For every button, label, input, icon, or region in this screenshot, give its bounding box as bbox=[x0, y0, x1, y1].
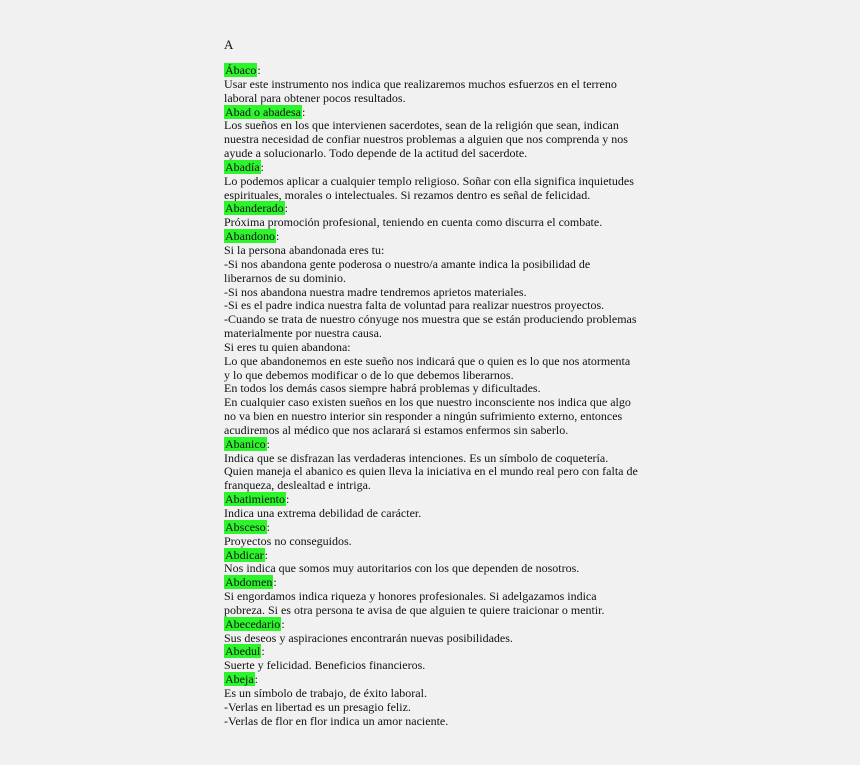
entry-text-line: Indica una extrema debilidad de carácter. bbox=[224, 506, 422, 520]
term-colon: : bbox=[266, 519, 271, 534]
term-colon: : bbox=[264, 547, 268, 562]
dictionary-entry bbox=[224, 493, 664, 521]
entry-heading bbox=[224, 438, 664, 452]
term-colon: : bbox=[273, 575, 277, 590]
entry-text-line: Indica que se disfrazan las verdaderas intenciones. Es un símbolo de coquetería. bbox=[224, 450, 609, 465]
entry-term: Abadía bbox=[225, 159, 260, 174]
dictionary-entry bbox=[224, 230, 664, 438]
entry-text-line: laboral para obtener pocos resultados. bbox=[224, 90, 406, 105]
entry-heading bbox=[224, 202, 664, 216]
entry-text-line: Proyectos no conseguidos. bbox=[224, 533, 352, 548]
dictionary-entry bbox=[224, 438, 664, 493]
dictionary-entry bbox=[224, 645, 664, 673]
entry-heading bbox=[224, 618, 664, 632]
entry-text-line: Lo que abandonemos en este sueño nos indicará que o quien es lo que nos atormenta bbox=[224, 353, 631, 368]
entry-heading bbox=[224, 576, 664, 590]
entry-text-line: Es un símbolo de trabajo, de éxito laboral. bbox=[224, 685, 427, 700]
term-colon: : bbox=[284, 201, 288, 216]
entry-heading bbox=[224, 673, 664, 687]
entry-text-line: -Verlas de flor en flor indica un amor naciente. bbox=[224, 713, 449, 728]
entry-term: Abandono bbox=[225, 229, 275, 244]
entry-term: Abatimiento bbox=[225, 492, 285, 507]
entry-heading bbox=[224, 161, 664, 175]
entry-text-line: -Verlas en libertad es un presagio feliz. bbox=[224, 699, 411, 714]
entry-text-line: En todos los demás casos siempre habrá problemas y dificultades. bbox=[224, 381, 541, 396]
dictionary-entry bbox=[224, 549, 664, 577]
term-colon: : bbox=[286, 492, 290, 507]
entry-text-line: Si engordamos indica riqueza y honores profesionales. Si adelgazamos indica bbox=[224, 589, 597, 604]
entry-term: Abedul bbox=[225, 644, 261, 659]
term-colon: : bbox=[257, 63, 261, 77]
dictionary-entry bbox=[224, 618, 664, 646]
entry-text-line: franqueza, deslealtad e intriga. bbox=[224, 478, 371, 493]
term-colon: : bbox=[260, 159, 264, 174]
entry-text-line: -Si nos abandona nuestra madre tendremos aprietos materiales. bbox=[224, 284, 527, 299]
term-colon: : bbox=[281, 616, 285, 631]
entry-term: Abad o abadesa bbox=[225, 104, 301, 119]
entry-heading bbox=[224, 645, 664, 659]
entry-text-line: y lo que debemos modificar o de lo que debemos liberarnos. bbox=[224, 367, 514, 382]
entry-text-line: liberarnos de su dominio. bbox=[224, 270, 346, 285]
entry-heading bbox=[224, 549, 664, 563]
entry-text-line: -Si nos abandona gente poderosa o nuestro/a amante indica la posibilidad de bbox=[224, 256, 591, 271]
entry-term: Abecedario bbox=[225, 616, 281, 631]
entry-heading bbox=[224, 493, 664, 507]
entry-text-line: Suerte y felicidad. Beneficios financieros. bbox=[224, 658, 426, 673]
entry-term: Abeja bbox=[225, 672, 254, 687]
dictionary-entry bbox=[224, 106, 664, 161]
entry-term: Abanico bbox=[225, 436, 266, 451]
entry-heading bbox=[224, 230, 664, 244]
entry-term: Ábaco bbox=[225, 63, 257, 77]
dictionary-entry bbox=[224, 576, 664, 618]
entry-text-line: Lo podemos aplicar a cualquier templo religioso. Soñar con ella significa inquietudes bbox=[224, 173, 634, 188]
entry-text-line: nuestra necesidad de confiar nuestros problemas a alguien que nos comprenda y nos bbox=[224, 132, 628, 147]
entry-text-line: ayude a solucionarlo. Todo depende de la actitud del sacerdote. bbox=[224, 146, 528, 161]
dictionary-entry bbox=[224, 64, 664, 106]
entry-term: Abanderado bbox=[225, 201, 284, 216]
dictionary-entry bbox=[224, 673, 664, 728]
dictionary-entry bbox=[224, 521, 664, 549]
section-letter: A bbox=[224, 37, 234, 52]
entry-text-line: materialmente por nuestra causa. bbox=[224, 326, 382, 341]
entry-text-line: -Si es el padre indica nuestra falta de voluntad para realizar nuestros proyectos. bbox=[224, 298, 605, 313]
entry-text-line: Próxima promoción profesional, teniendo en cuenta como discurra el combate. bbox=[224, 215, 603, 230]
entry-text-line: no va bien en nuestro interior sin responder a ningún sufrimiento externo, entonces bbox=[224, 409, 623, 424]
term-colon: : bbox=[301, 104, 306, 119]
entry-text-line: -Cuando se trata de nuestro cónyuge nos muestra que se están produciendo problemas bbox=[224, 312, 637, 327]
dictionary-entries bbox=[224, 64, 664, 729]
entry-term: Abdomen bbox=[225, 575, 273, 590]
term-colon: : bbox=[254, 672, 258, 687]
dictionary-entry bbox=[224, 202, 664, 230]
entry-heading bbox=[224, 64, 664, 78]
term-colon: : bbox=[261, 644, 265, 659]
entry-text-line: Si la persona abandonada eres tu: bbox=[224, 242, 385, 257]
dictionary-entry bbox=[224, 161, 664, 203]
entry-term: Absceso bbox=[225, 519, 266, 534]
entry-text-line: Nos indica que somos muy autoritarios con los que dependen de nosotros. bbox=[224, 561, 580, 576]
entry-term: Abdicar bbox=[225, 547, 264, 562]
term-colon: : bbox=[266, 436, 270, 451]
entry-text-line: espirituales, morales o intelectuales. Si rezamos dentro es señal de felicidad. bbox=[224, 187, 591, 202]
entry-text-line: Quien maneja el abanico es quien lleva la iniciativa en el mundo real pero con falta de bbox=[224, 464, 638, 479]
term-colon: : bbox=[276, 229, 280, 244]
entry-text-line: acudiremos al médico que nos aclarará si estamos enfermos sin saberlo. bbox=[224, 422, 569, 437]
entry-text-line: En cualquier caso existen sueños en los que nuestro inconsciente nos indica que algo bbox=[224, 395, 631, 410]
entry-heading bbox=[224, 521, 664, 535]
entry-text-line: Sus deseos y aspiraciones encontrarán nuevas posibilidades. bbox=[224, 630, 513, 645]
entry-heading bbox=[224, 106, 664, 120]
entry-text-line: Los sueños en los que intervienen sacerdotes, sean de la religión que sean, indican bbox=[224, 118, 619, 133]
entry-text-line: Usar este instrumento nos indica que realizaremos muchos esfuerzos en el terreno bbox=[224, 76, 617, 91]
entry-text-line: Si eres tu quien abandona: bbox=[224, 339, 351, 354]
entry-text-line: pobreza. Si es otra persona te avisa de que alguien te quiere traicionar o mentir. bbox=[224, 602, 605, 617]
